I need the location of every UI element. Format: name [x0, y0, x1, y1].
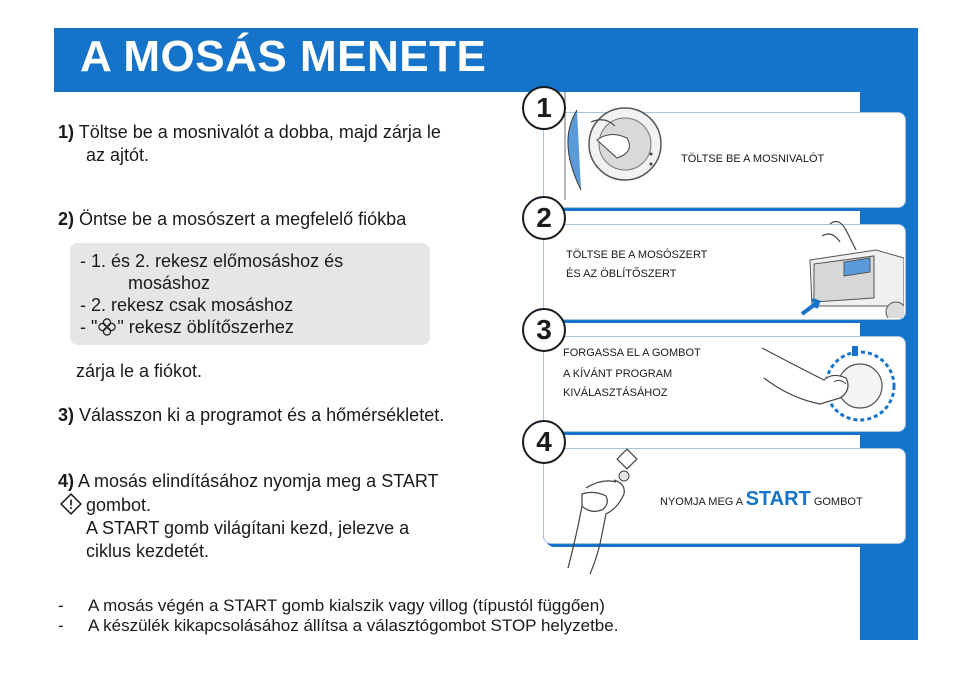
step-3 [58, 404, 528, 427]
panel-4-caption-pre: NYOMJA MEG A [660, 496, 746, 508]
step-1 [58, 121, 528, 167]
step-1-text: Töltse be a mosnivalót a dobba, majd zárja le [78, 122, 441, 142]
panel-2-caption-1: TÖLTSE BE A MOSÓSZERT [566, 249, 708, 261]
step-1-text-cont: az ajtót. [86, 145, 150, 165]
step-4-text-2: gombot. [86, 495, 152, 515]
panel-2-caption-2: ÉS AZ ÖBLÍTŐSZERT [566, 268, 677, 280]
step-1-number: 1) [58, 122, 75, 142]
page-title: A MOSÁS MENETE [80, 32, 487, 81]
step-2 [58, 208, 528, 231]
panel-4-caption [660, 490, 863, 512]
step-2-number: 2) [58, 209, 75, 229]
program-dial-illustration [760, 338, 900, 428]
panel-4-start-word: START [745, 488, 811, 510]
panel-1-caption: TÖLTSE BE A MOSNIVALÓT [681, 153, 825, 165]
note-1-dash: - [58, 596, 64, 615]
note-1 [58, 596, 605, 616]
panel-3-caption-3: KIVÁLASZTÁSÁHOZ [563, 387, 668, 399]
step-3-text: Válasszon ki a programot és a hőmérsékletet. [79, 405, 445, 425]
compartment-line-2: mosáshoz [128, 273, 211, 293]
detergent-drawer-illustration [800, 206, 904, 318]
step-4-text-3: A START gomb világítani kezd, jelezve a [86, 518, 410, 538]
compartment-info-box [70, 243, 430, 345]
compartment-line-4 [80, 316, 294, 338]
washing-machine-door-illustration [555, 92, 675, 200]
close-drawer-text: zárja le a fiókot. [76, 361, 203, 381]
step-2-text: Öntse be a mosószert a megfelelő fiókba [79, 209, 407, 229]
panel-3-caption-2: A KÍVÁNT PROGRAM [563, 368, 673, 380]
panel-4-number: 4 [522, 420, 566, 464]
panel-2-number: 2 [522, 196, 566, 240]
step-4-line-2 [58, 493, 528, 517]
note-2-dash: - [58, 616, 64, 635]
step-4-number: 4) [58, 471, 75, 491]
compartment-line-1: - 1. és 2. rekesz előmosáshoz és [80, 251, 344, 271]
note-2-text: A készülék kikapcsolásához állítsa a választógombot STOP helyzetbe. [88, 616, 619, 635]
note-1-text: A mosás végén a START gomb kialszik vagy villog (típustól függően) [88, 596, 605, 615]
compartment-line-4-end: " rekesz öblítőszerhez [117, 317, 294, 337]
step-3-number: 3) [58, 405, 75, 425]
step-4 [58, 470, 528, 563]
hand-pressing-start-illustration [566, 448, 638, 576]
compartment-line-4-start: - " [80, 317, 98, 337]
compartment-line-3: - 2. rekesz csak mosáshoz [80, 295, 294, 315]
panel-3-number: 3 [522, 308, 566, 352]
panel-4-caption-post: GOMBOT [810, 496, 863, 508]
step-4-text: A mosás elindításához nyomja meg a START [78, 471, 439, 491]
note-2 [58, 616, 618, 636]
step-4-text-4: ciklus kezdetét. [86, 541, 210, 561]
panel-3-caption-1: FORGASSA EL A GOMBOT [563, 347, 701, 359]
start-icon [60, 493, 86, 515]
title-bar [54, 28, 918, 92]
flower-icon [97, 318, 117, 336]
panel-1-number: 1 [522, 86, 566, 130]
